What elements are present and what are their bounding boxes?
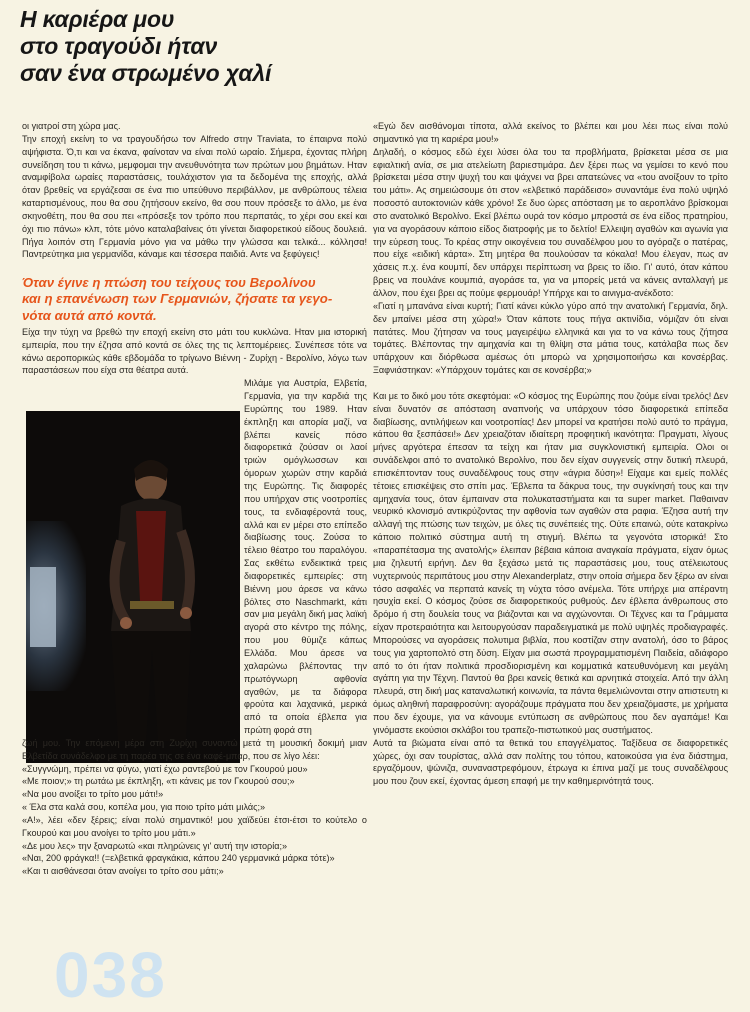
article-title: Η καριέρα μου στο τραγούδι ήταν σαν ένα στρωμένο χαλί [20, 6, 272, 86]
right-paragraph-2: Και με το δικό μου τότε σκεφτόμαι: «Ο κόσμος της Ευρώπης που ζούμε είναι τρελός! Δεν είναι δυνατόν σε απόσταση αναπνοής να υπάρχουν τόσο διαφορετικά επίπεδα διαβίωσης, αντιλήψεων και νοοτροπίας! Δεν μπορεί να κρατήσει πολύ αυτό το πράγμα, κάπου θα ξεσπάσει!» Δεν χρειαζόταν ιδιαίτερη προφητική ικανότητα: Πραγματι, λίγους μήνες αργότερα έπεσαν τα τείχη και ήταν μια συγκλονιστική εμπειρία. Ολοι οι συνάδελφοι από το ανατολικό Βερολίνο, που δεν είχαν συγγενείς στην δυτική πλευρά, επισκέπτονταν τους συναδέλφους τους στην «άγρια δύση»! Είχαμε και εμείς πολλές τέτοιες επισκέψεις στο σπίτι μας. Έβλεπα τα δάκρυα τους, την συγκίνησή τους και την αμηχανία τους, όταν έμπαιναν στα πολυκαταστήματα και τα super market. Παθαιναν νευρικό κλονισμό αντικρύζοντας την αφθονία των αγαθών στα ραφια. Έζησα αυτή την αλλαγή της πτώσης των τειχών, με όλες τις συνέπειές της. Ούτε επαινώ, ούτε κατακρίνω κάποιο πολιτικό σύστημα αυτή τη στιγμή. Βλέπω τα γεγονότα ιστορικά! Στο «παραπέτασμα της ανατολής» έλειπαν βέβαια κάποια αναγκαία πράγματα, είχαν όμως μια ζηλευτή ειρήνη. Δεν θα ξεχάσω μετά τις παραστάσεις μου, τους ατέλειωτους νυχτερινούς περιπάτους μου στην Alexanderplatz, στην οποία σήμερα δεν ξέρω αν είναι τόσο ασφαλές να περπατά κανείς τη νύχτα τόσο ανέμελα. Τότε υπήρχε μια απέραντη ησυχία εκεί. Ο κόσμος ζούσε σε διαφορετικούς ρυθμούς. Δεν έβλεπα άνθρωπους στο δρόμο ή στη δουλεία τους να βιάζονται και να αγχώνονται. Οι Τέχνες και τα Γράμματα είχαν προτεραιότητα και λειτουργούσαν παραδειγματικά με πολύ υψηλές προδιαγραφές. Μπορούσες να αγοράσεις πολυτιμα βιβλία, που κοστίζαν στην ανατολή, όσο το βάρος τους για χαρτοπολτό στη δύση. Είχαν μια σωστά προγραμματισμένη Παιδεία, αδιάφορο από το ότι ήταν πολιτικά προσδιορισμένη και κομματικά κατευθυνόμενη και μεγάλη αγάπη για την Τέχνη. Παντού θα βρει κανείς θετικά και αρνητικά στοιχεία. Από την άλλη πλευρά, στη δική μας καταναλωτική κοινωνία, τα πάντα θεμελιώνονται στην απιστευτη κι όμως αληθινή παραφροσύνη: αγοράζουμε πράγματα που δεν χρειαζόμαστε, με χρήματα που δεν έχουμε, για να κάνουμε εντύπωση σε ανθρώπους που δεν αγαπάμε! Και γινόμαστε εκούσιοι σκλάβοι του τραπεζο-πιστωτικού μας συστήματος. Αυτά τα βιώματα είναι από τα θετικά του επαγγέλματος. Ταξίδευα σε διαφορετικές χώρες, όχι σαν τουρίστας, αλλά σαν πολίτης του τόπου, κατοικούσα για ένα διάστημα, εργαζόμουν, ψώνιζα, συναναστρεφόμουν, έτρωγα κι έπινα μαζί με τους συναδέλφους μου που ζουν εκεί, έχοντας άμεση επαφή με την καθημερινότητά τους. [373, 390, 728, 787]
left-paragraph-1: οι γιατροί στη χώρα μας. Την εποχή εκείνη το να τραγουδήσω τον Alfredo στην Traviata, το έπαιρνα πολύ αψήφιστα. Ό,τι και να έκανα, φαίνοταν να είναι πολύ ωραίο. Σήμερα, έχοντας πλήρη συνείδηση του τι κάνω, μεμφομαι την ανευθυνότητα των πρώτων μου βημάτων. Ηταν αναμφίβολα ωραίες παραστάσεις, τουλάχιστον για τα δεδομένα της εποχής, αλλά όταν βρεθείς να εργάζεσαι σε ένα πιο υπεύθυνο περιβάλλον, με ανθρώπους τέλεια καταρτισμένους, που θα σου ζητήσουν εκείνο, θα σου πουν πρόσεξε το άλλο, με ένα σκηνοθέτη, που θα σου πει «πρόσεξε τον τρόπο που περπατάς, το χέρι σου εκεί και όχι πιο πάνω» κλπ, τότε μόνο καταλαβαίνεις ότι γίνεται διαφορετικού είδους δουλειά. Πήγα λοιπόν στη Γερμανία μόνο για να μάθω την γλώσσα και τελικά... κόλλησα! Παντρεύτηκα μια γερμανίδα, κάναμε και τέσσερα παιδιά. Αντε να ξεφύγεις! [22, 121, 367, 260]
left-paragraph-3: Μιλάμε για Αυστρία, Ελβετία, Γερμανία, για την καρδιά της Ευρώπης του 1989. Ηταν έκπληξη και απορία μαζί, να βλέπει κανείς πόσο διαφορετικά ζούσαν οι λαοί τριών ομόγλωσσων και όμορων χωρών στην καρδιά της Ευρώπης. Τις διαφορές που υπήρχαν στις νοοτροπίες τους, τα ενδιαφέροντά τους, αλλά και εν μέρει στο επίπεδο διαβίωσης τους. Ζούσα το τέλειο θέατρο του παραλόγου. Σας εκθέτω ενδεικτικά τρεις διαφορετικές εμπειρίες: στη Βιέννη μου άρεσε να κάνω βόλτες στο Naschmarkt, κάτι σαν μια μεγάλη δική μας λαϊκή αγορά στο κέντρο της πόλης, που μου θύμιζε κάπως Ελλάδα. Μου άρεσε να χαλαρώνω βλέποντας την πρωτόγνωρη αφθονία αγαθών, με τα διάφορα φρούτα και λαχανικά, μερικά από τα οποία έβλεπα για πρώτη φορά στη [244, 378, 367, 736]
left-column [22, 120, 367, 878]
left-paragraph-2: Είχα την τύχη να βρεθώ την εποχή εκείνη στο μάτι του κυκλώνα. Ηταν μια ιστορική εμπειρία, που την έζησα από κοντά σε όλες της τις λεπτομέρειες. Συνέπεσε τότε να κάνω αεροπορικώς κάθε εβδομάδα το τρίγωνο Βιέννη - Ζυρίχη - Βερολίνο, λόγω των παραστάσεων που είχα στα θέατρα αυτά. [22, 326, 367, 376]
right-paragraph-1: «Εγώ δεν αισθάνομαι τίποτα, αλλά εκείνος το βλέπει και μου λέει πως είναι πολύ σημαντικό για τη καριέρα μου!» Δηλαδή, ο κόσμος εδώ έχει λύσει όλα του τα προβλήματα, βρίσκεται μέσα σε μια εφιαλτική ανία, σε μια ατελείωτη βαριεστιμάρα. Δεν ξέρει πως να γεμίσει το κενό που βρίσκεται μέσα στην ψυχή του και ψάχνει να βρει απατεώνες να «του ανοίξουν το τρίτο του μάτι». Ας σημειώσουμε ότι στον «ελβετικό παράδεισο» συναντάμε ένα πολύ υψηλό ποσοστό αυτοκτονιών κάθε χρόνο! Σε δυο ώρες απόσταση με το αεροπλάνο βρίσκομαι στο ανατολικό Βερολίνο. Εκεί βλέπω ουρά τον κόσμο μπροστά σε ένα είδος πρατηρίου, για να αγοράσουν κάποιο είδος διατροφής με το δελτίο! Ελλειψη αγαθών και αγωνία για την εύρεση τους. Το κρέας στην οικογένεια του συναδέλφου μου το αγόραζε ο πατέρας, που είχε «ειδική κάρτα». Στη μητέρα θα πουλούσαν τα κόκαλα! Μου έλεγαν, πως αν χάσεις π.χ. ένα κουμπί, δεν υπάρχει περίπτωση να βρεις το ίδιο. Γι' αυτό, όταν κάπου βρεις να πουλάνε κουμπιά, αγοράσε τα, για να μπορείς μετά να κάνεις ανταλλαγή με άλλον, που έχει βρει ας πούμε φερμουάρ! Υπήρχε και το αινιγμα-ανέκδοτο: «Γιατί η μπανάνα είναι κυρτή; Γιατί κάνει κύκλο γύρο από την ανατολική Γερμανία, δηλ. δεν μπαίνει μέσα στη χώρα!» Όταν κάποτε τους πήγα ακτινίδια, νόμιζαν ότι είναι πατάτες. Μου ζήτησαν να τους μαγειρέψω ελληνικά και για το να κάνω τους ζήτησα τομάτες. Βλέποντας την αμηχανία και τη θλίψη στα μάτια τους, κατάλαβα πως δεν υπάρχουν και διόρθωσα αμέσως ότι μπορώ να χρησιμοποιήσω και κονσέρβας. Ξαφνιάστηκαν: «Υπάρχουν τομάτες και σε κονσέρβα;» [373, 121, 728, 376]
page-number: 038 [54, 939, 167, 1011]
left-paragraph-4: ζωή μου. Την επόμενη μέρα στη Ζυρίχη συναντώ μετά τη μουσική δοκιμή μιαν Ελβετίδα συνάδελφο με τη παρέα της σε ένα καφέ-μπαρ, που σε λίγο λέει: «Συγγνώμη, πρέπει να φύγω, γιατί έχω ραντεβού με τον Γκουρού μου» «Με ποιον;» τη ρωτάω με έκπληξη, «τι κάνεις με τον Γκουρού σου;» «Να μου ανοίξει το τρίτο μου μάτι!» « Έλα στα καλά σου, κοπέλα μου, για ποιο τρίτο μάτι μιλάς;» «Α!», λέει «δεν ξέρεις; είναι πολύ σημαντικό! μου χαϊδεύει έτσι-έτσι το κούτελο ο Γκουρού και μου ανοίγει το τρίτο μου μάτι.» «Δε μου λες» την ξαναρωτώ «και πληρώνεις γι' αυτή την ιστορία;» «Ναι, 200 φράγκα!! (=ελβετικά φραγκάκια, κάπου 240 γερμανικά μάρκα τότε)» «Και τι αισθάνεσαι όταν ανοίγει το τρίτο σου μάτι;» [22, 737, 367, 877]
right-column [373, 120, 728, 788]
pull-quote: Όταν έγινε η πτώση του τείχους του Βερολίνου και η επανένωση των Γερμανιών, ζήσατε τα γεγο- νότα αυτά από κοντά. [22, 275, 333, 323]
